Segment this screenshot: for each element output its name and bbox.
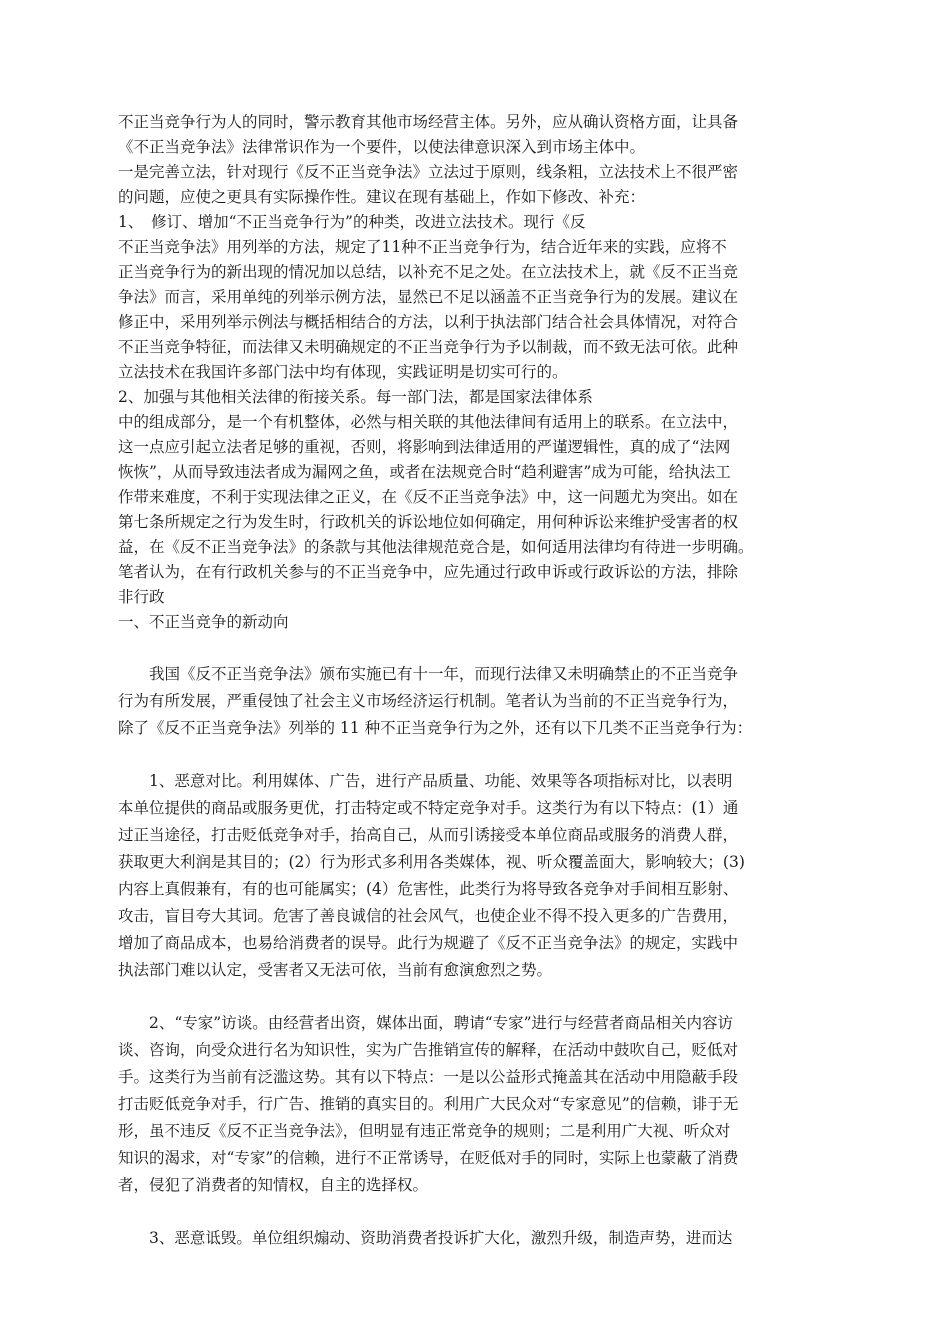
paragraph-malicious-comparison xyxy=(118,768,818,984)
text-line: 非行政 xyxy=(118,588,165,606)
text-line: 内容上真假兼有，有的也可能属实；(4）危害性，此类行为将导致各竞争对手间相互影射、 xyxy=(118,880,739,898)
text-line: 争法》而言，采用单纯的列举示例方法，显然已不足以涵盖不正当竞争行为的发展。建议在 xyxy=(118,288,739,306)
intro-block xyxy=(118,110,818,635)
text-line: 攻击，盲目夸大其词。危害了善良诚信的社会风气，也使企业不得不投入更多的广告费用， xyxy=(118,907,739,925)
text-line: 不正当竞争行为人的同时，警示教育其他市场经营主体。另外，应从确认资格方面，让具备 xyxy=(118,113,739,131)
text-line: 者，侵犯了消费者的知情权，自主的选择权。 xyxy=(118,1176,429,1194)
text-line: 这一点应引起立法者足够的重视，否则，将影响到法律适用的严谨逻辑性，真的成了“法网 xyxy=(118,438,731,456)
text-line: 行为有所发展，严重侵蚀了社会主义市场经济运行机制。笔者认为当前的不正当竞争行为， xyxy=(118,692,739,710)
text-line: 不正当竞争法》用列举的方法，规定了11种不正当竞争行为，结合近年来的实践，应将不 xyxy=(118,238,727,256)
text-line: 手。这类行为当前有泛滥这势。其有以下特点：一是以公益形式掩盖其在活动中用隐蔽手段 xyxy=(118,1068,739,1086)
text-line: 形，虽不违反《反不正当竞争法》，但明显有违正常竞争的规则；二是利用广大视、听众对 xyxy=(118,1122,731,1140)
text-line: 恢恢”，从而导致违法者成为漏网之鱼，或者在法规竞合时“趋利避害”成为可能，给执法工 xyxy=(118,463,731,481)
text-line: 3、恶意诋毁。单位组织煽动、资助消费者投诉扩大化，激烈升级，制造声势，进而达 xyxy=(149,1229,733,1247)
text-line: 谈、咨询，向受众进行名为知识性，实为广告推销宣传的解释，在活动中鼓吹自己，贬低对 xyxy=(118,1041,739,1059)
text-line: 的问题，应使之更具有实际操作性。建议在现有基础上，作如下修改、补充： xyxy=(118,188,646,206)
text-line: 正当竞争行为的新出现的情况加以总结，以补充不足之处。在立法技术上，就《反不正当竞 xyxy=(118,263,739,281)
text-line: 中的组成部分，是一个有机整体，必然与相关联的其他法律间有适用上的联系。在立法中， xyxy=(118,413,739,431)
text-line: 立法技术在我国许多部门法中均有体现，实践证明是切实可行的。 xyxy=(118,363,568,381)
text-line: 作带来难度，不利于实现法律之正义，在《反不正当竞争法》中，这一问题尤为突出。如在 xyxy=(118,488,739,506)
text-line: 1、恶意对比。利用媒体、广告，进行产品质量、功能、效果等各项指标对比，以表明 xyxy=(149,772,733,790)
text-line: 本单位提供的商品或服务更优，打击特定或不特定竞争对手。这类行为有以下特点：(1）通 xyxy=(118,799,739,817)
text-line: 执法部门难以认定，受害者又无法可依，当前有愈演愈烈之势。 xyxy=(118,961,553,979)
paragraph-gap xyxy=(118,984,818,1010)
paragraph-malicious-defamation xyxy=(118,1225,818,1252)
text-line: 1、 修订、增加“不正当竞争行为”的种类，改进立法技术。现行《反 xyxy=(118,213,586,231)
text-line: 获取更大利润是其目的；(2）行为形式多利用各类媒体，视、听众覆盖面大，影响较大；(3) xyxy=(118,853,745,871)
text-line: 增加了商品成本，也易给消费者的误导。此行为规避了《反不正当竞争法》的规定，实践中 xyxy=(118,934,739,952)
paragraph-expert-interview xyxy=(118,1010,818,1199)
text-line: 2、“专家”访谈。由经营者出资，媒体出面，聘请“专家”进行与经营者商品相关内容访 xyxy=(149,1014,734,1032)
text-line: 益，在《反不正当竞争法》的条款与其他法律规范竞合是，如何适用法律均有待进一步明确。 xyxy=(118,538,754,556)
paragraph-overview xyxy=(118,661,818,742)
text-line: 一是完善立法，针对现行《反不正当竞争法》立法过于原则，线条粗，立法技术上不很严密 xyxy=(118,163,739,181)
text-line: 不正当竞争特征，而法律又未明确规定的不正当竞争行为予以制裁，而不致无法可依。此种 xyxy=(118,338,739,356)
document-page xyxy=(118,110,818,1252)
paragraph-gap xyxy=(118,635,818,661)
section-heading: 一、不正当竞争的新动向 xyxy=(118,613,289,631)
text-line: 2、加强与其他相关法律的衔接关系。每一部门法，都是国家法律体系 xyxy=(118,388,593,406)
text-line: 我国《反不正当竞争法》颁布实施已有十一年，而现行法律又未明确禁止的不正当竞争 xyxy=(149,665,739,683)
paragraph-gap xyxy=(118,742,818,768)
text-line: 打击贬低竞争对手，行广告、推销的真实目的。利用广大民众对“专家意见”的信赖，诽于无 xyxy=(118,1095,739,1113)
text-line: 第七条所规定之行为发生时，行政机关的诉讼地位如何确定，用何种诉讼来维护受害者的权 xyxy=(118,513,739,531)
text-line: 知识的渴求，对“专家”的信赖，进行不正常诱导，在贬低对手的同时，实际上也蒙蔽了消费 xyxy=(118,1149,739,1167)
text-line: 除了《反不正当竞争法》列举的 11 种不正当竞争行为之外，还有以下几类不正当竞争行为： xyxy=(118,719,753,737)
text-line: 过正当途径，打击贬低竞争对手，抬高自己，从而引诱接受本单位商品或服务的消费人群， xyxy=(118,826,739,844)
text-line: 《不正当竞争法》法律常识作为一个要件，以使法律意识深入到市场主体中。 xyxy=(118,138,646,156)
text-line: 笔者认为，在有行政机关参与的不正当竞争中，应先通过行政申诉或行政诉讼的方法，排除 xyxy=(118,563,739,581)
text-line: 修正中，采用列举示例法与概括相结合的方法，以利于执法部门结合社会具体情况，对符合 xyxy=(118,313,739,331)
paragraph-gap xyxy=(118,1199,818,1225)
